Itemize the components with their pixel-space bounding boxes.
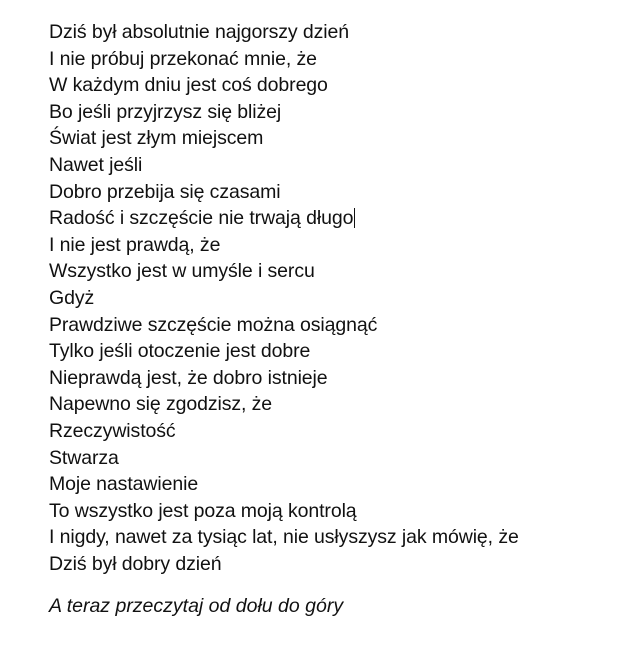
poem-line: Dziś był dobry dzień: [49, 552, 222, 575]
poem-line: I nigdy, nawet za tysiąc lat, nie usłyszysz jak mówię, że: [49, 526, 519, 549]
text-cursor: [354, 208, 355, 228]
poem-line: Bo jeśli przyjrzysz się bliżej: [49, 100, 282, 123]
poem-line: Gdyż: [49, 286, 95, 309]
poem-line: Moje nastawienie: [49, 473, 199, 496]
poem-line: W każdym dniu jest coś dobrego: [49, 74, 328, 97]
poem-text: [49, 19, 629, 577]
poem-line: Rzeczywistość: [49, 419, 176, 442]
poem-line: Dobro przebija się czasami: [49, 180, 281, 203]
poem-line-text: Radość i szczęście nie trwają długo: [49, 207, 354, 230]
poem-line: Dziś był absolutnie najgorszy dzień: [49, 21, 349, 43]
poem-line: I nie próbuj przekonać mnie, że: [49, 47, 317, 70]
poem-line: I nie jest prawdą, że: [49, 233, 221, 256]
poem-line: Nawet jeśli: [49, 153, 143, 176]
poem-line: To wszystko jest poza moją kontrolą: [49, 499, 357, 522]
poem-line: Prawdziwe szczęście można osiągnąć: [49, 313, 378, 336]
poem-line: Stwarza: [49, 446, 119, 469]
reading-instruction: A teraz przeczytaj od dołu do góry: [49, 595, 344, 618]
poem-line: Tylko jeśli otoczenie jest dobre: [49, 340, 311, 363]
poem-line: Nieprawdą jest, że dobro istnieje: [49, 366, 328, 389]
poem-line: Wszystko jest w umyśle i sercu: [49, 260, 315, 283]
poem-line: Napewno się zgodzisz, że: [49, 393, 273, 416]
poem-line: Świat jest złym miejscem: [49, 127, 264, 150]
poem-line-with-cursor: [49, 205, 629, 232]
document-body: [49, 19, 629, 619]
